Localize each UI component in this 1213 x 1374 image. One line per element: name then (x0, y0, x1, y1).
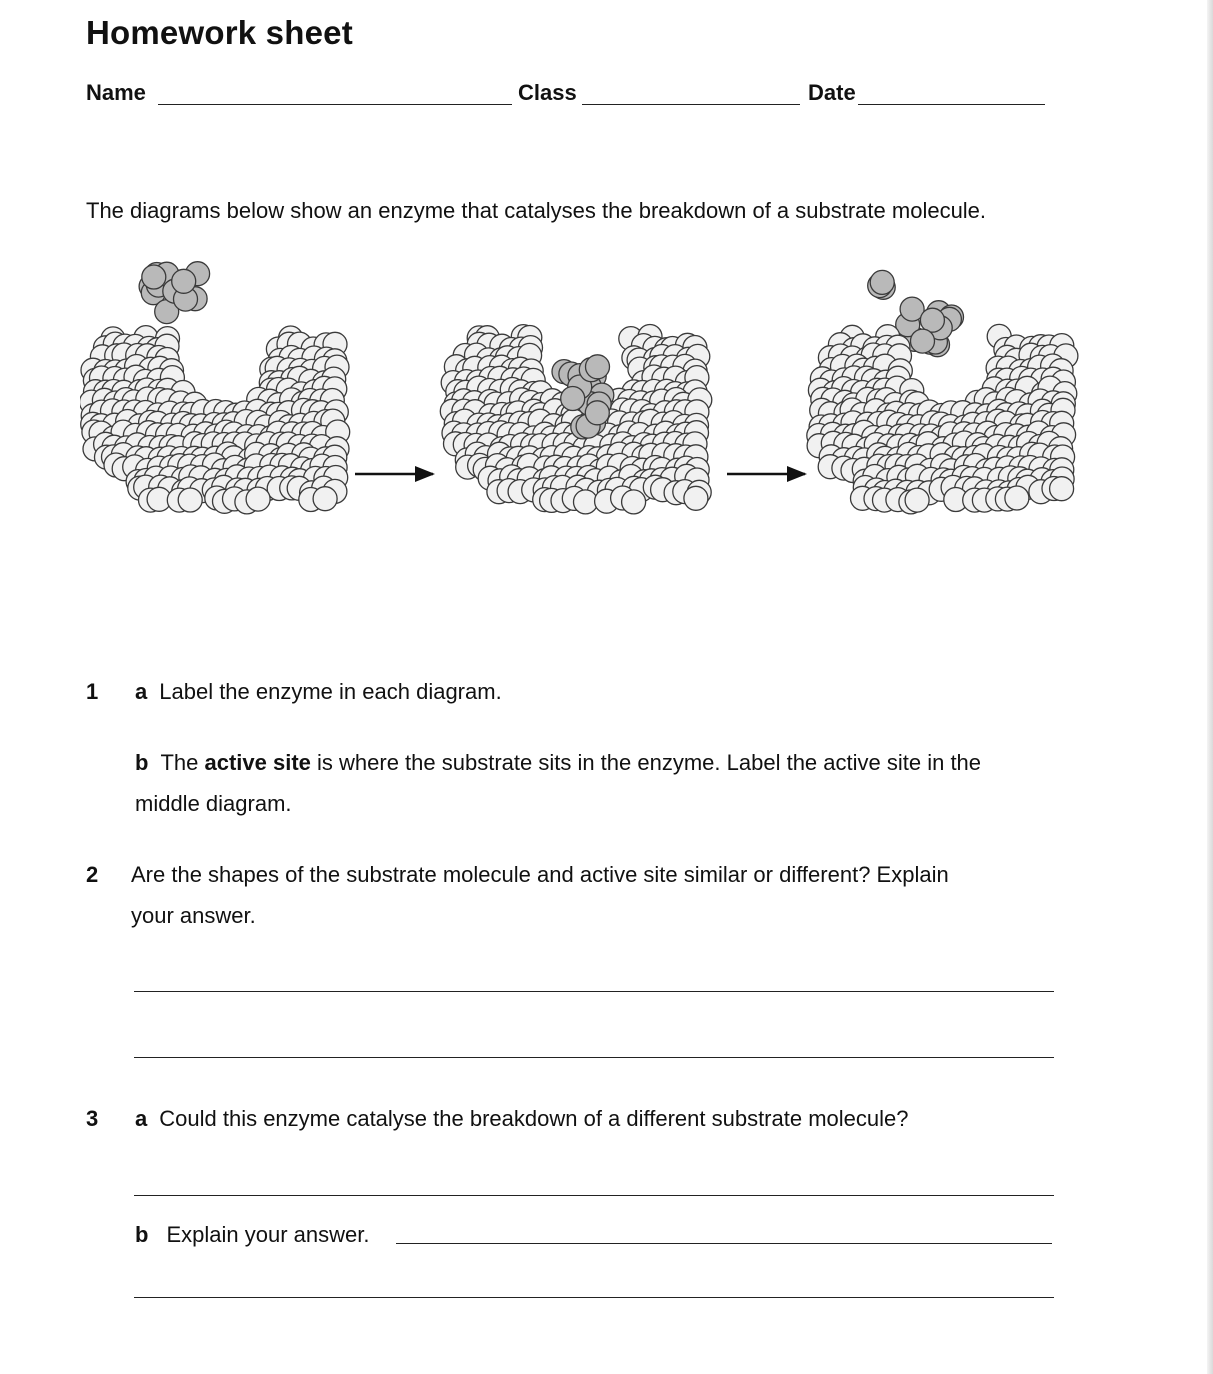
question-3b-letter: b (135, 1222, 149, 1247)
substrate-subunit (172, 269, 196, 293)
enzyme-subunit (178, 488, 202, 512)
enzyme-subunit (622, 490, 646, 514)
question-3a-text: Could this enzyme catalyse the breakdown of a different substrate molecule? (159, 1106, 909, 1131)
substrate-subunit (142, 265, 166, 289)
enzyme-subunit (1050, 477, 1074, 501)
intro-text: The diagrams below show an enzyme that catalyses the breakdown of a substrate molecule. (86, 198, 987, 223)
question-2-number: 2 (86, 862, 99, 887)
student-details-row (86, 80, 1056, 110)
question-1-number: 1 (86, 679, 99, 704)
question-3b-text: Explain your answer. (166, 1222, 370, 1247)
name-label: Name (86, 80, 146, 105)
active-site-term: active site (204, 750, 311, 775)
question-1b (135, 742, 981, 824)
question-1a-text: Label the enzyme in each diagram. (159, 679, 502, 704)
question-1b-text-post: is where the substrate sits in the enzyme. Label the active site in the (310, 750, 982, 775)
enzyme-after-diagram (807, 270, 1078, 514)
question-3b-answer-line-2[interactable] (134, 1297, 1054, 1298)
question-2 (131, 854, 949, 936)
question-3a (135, 1098, 909, 1139)
question-2-answer-line-2[interactable] (134, 1057, 1054, 1058)
class-field[interactable] (582, 104, 800, 105)
enzyme-subunit (246, 487, 270, 511)
date-label: Date (808, 80, 856, 105)
enzyme-substrate-complex-diagram (440, 325, 712, 514)
question-2-text-line1: Are the shapes of the substrate molecule and active site similar or different? Explain (131, 862, 949, 887)
enzyme-diagram (80, 240, 1080, 600)
enzyme-subunit (684, 486, 708, 510)
enzyme-subunit (313, 487, 337, 511)
product-subunit (911, 329, 935, 353)
substrate-subunit (586, 355, 610, 379)
substrate-subunit (561, 387, 585, 411)
question-1a (135, 671, 502, 712)
page-edge-shadow (1207, 0, 1213, 1374)
question-1b-text-line2: middle diagram. (135, 791, 292, 816)
question-3-number: 3 (86, 1106, 99, 1131)
product-subunit (870, 270, 894, 294)
question-2-text-line2: your answer. (131, 903, 256, 928)
question-3b (135, 1214, 369, 1255)
date-field[interactable] (858, 104, 1045, 105)
question-2-answer-line-1[interactable] (134, 991, 1054, 992)
name-field[interactable] (158, 104, 512, 105)
enzyme-subunit (574, 490, 598, 514)
question-3a-letter: a (135, 1106, 148, 1131)
enzyme-before-diagram (80, 262, 350, 514)
question-1b-letter: b (135, 750, 149, 775)
question-3b-answer-line-1[interactable] (396, 1243, 1052, 1244)
question-1a-letter: a (135, 679, 148, 704)
question-1b-text-pre: The (160, 750, 205, 775)
class-label: Class (518, 80, 577, 105)
enzyme-subunit (1005, 486, 1029, 510)
page-title: Homework sheet (86, 14, 353, 51)
enzyme-subunit (905, 488, 929, 512)
substrate-subunit (585, 401, 609, 425)
question-3a-answer-line[interactable] (134, 1195, 1054, 1196)
